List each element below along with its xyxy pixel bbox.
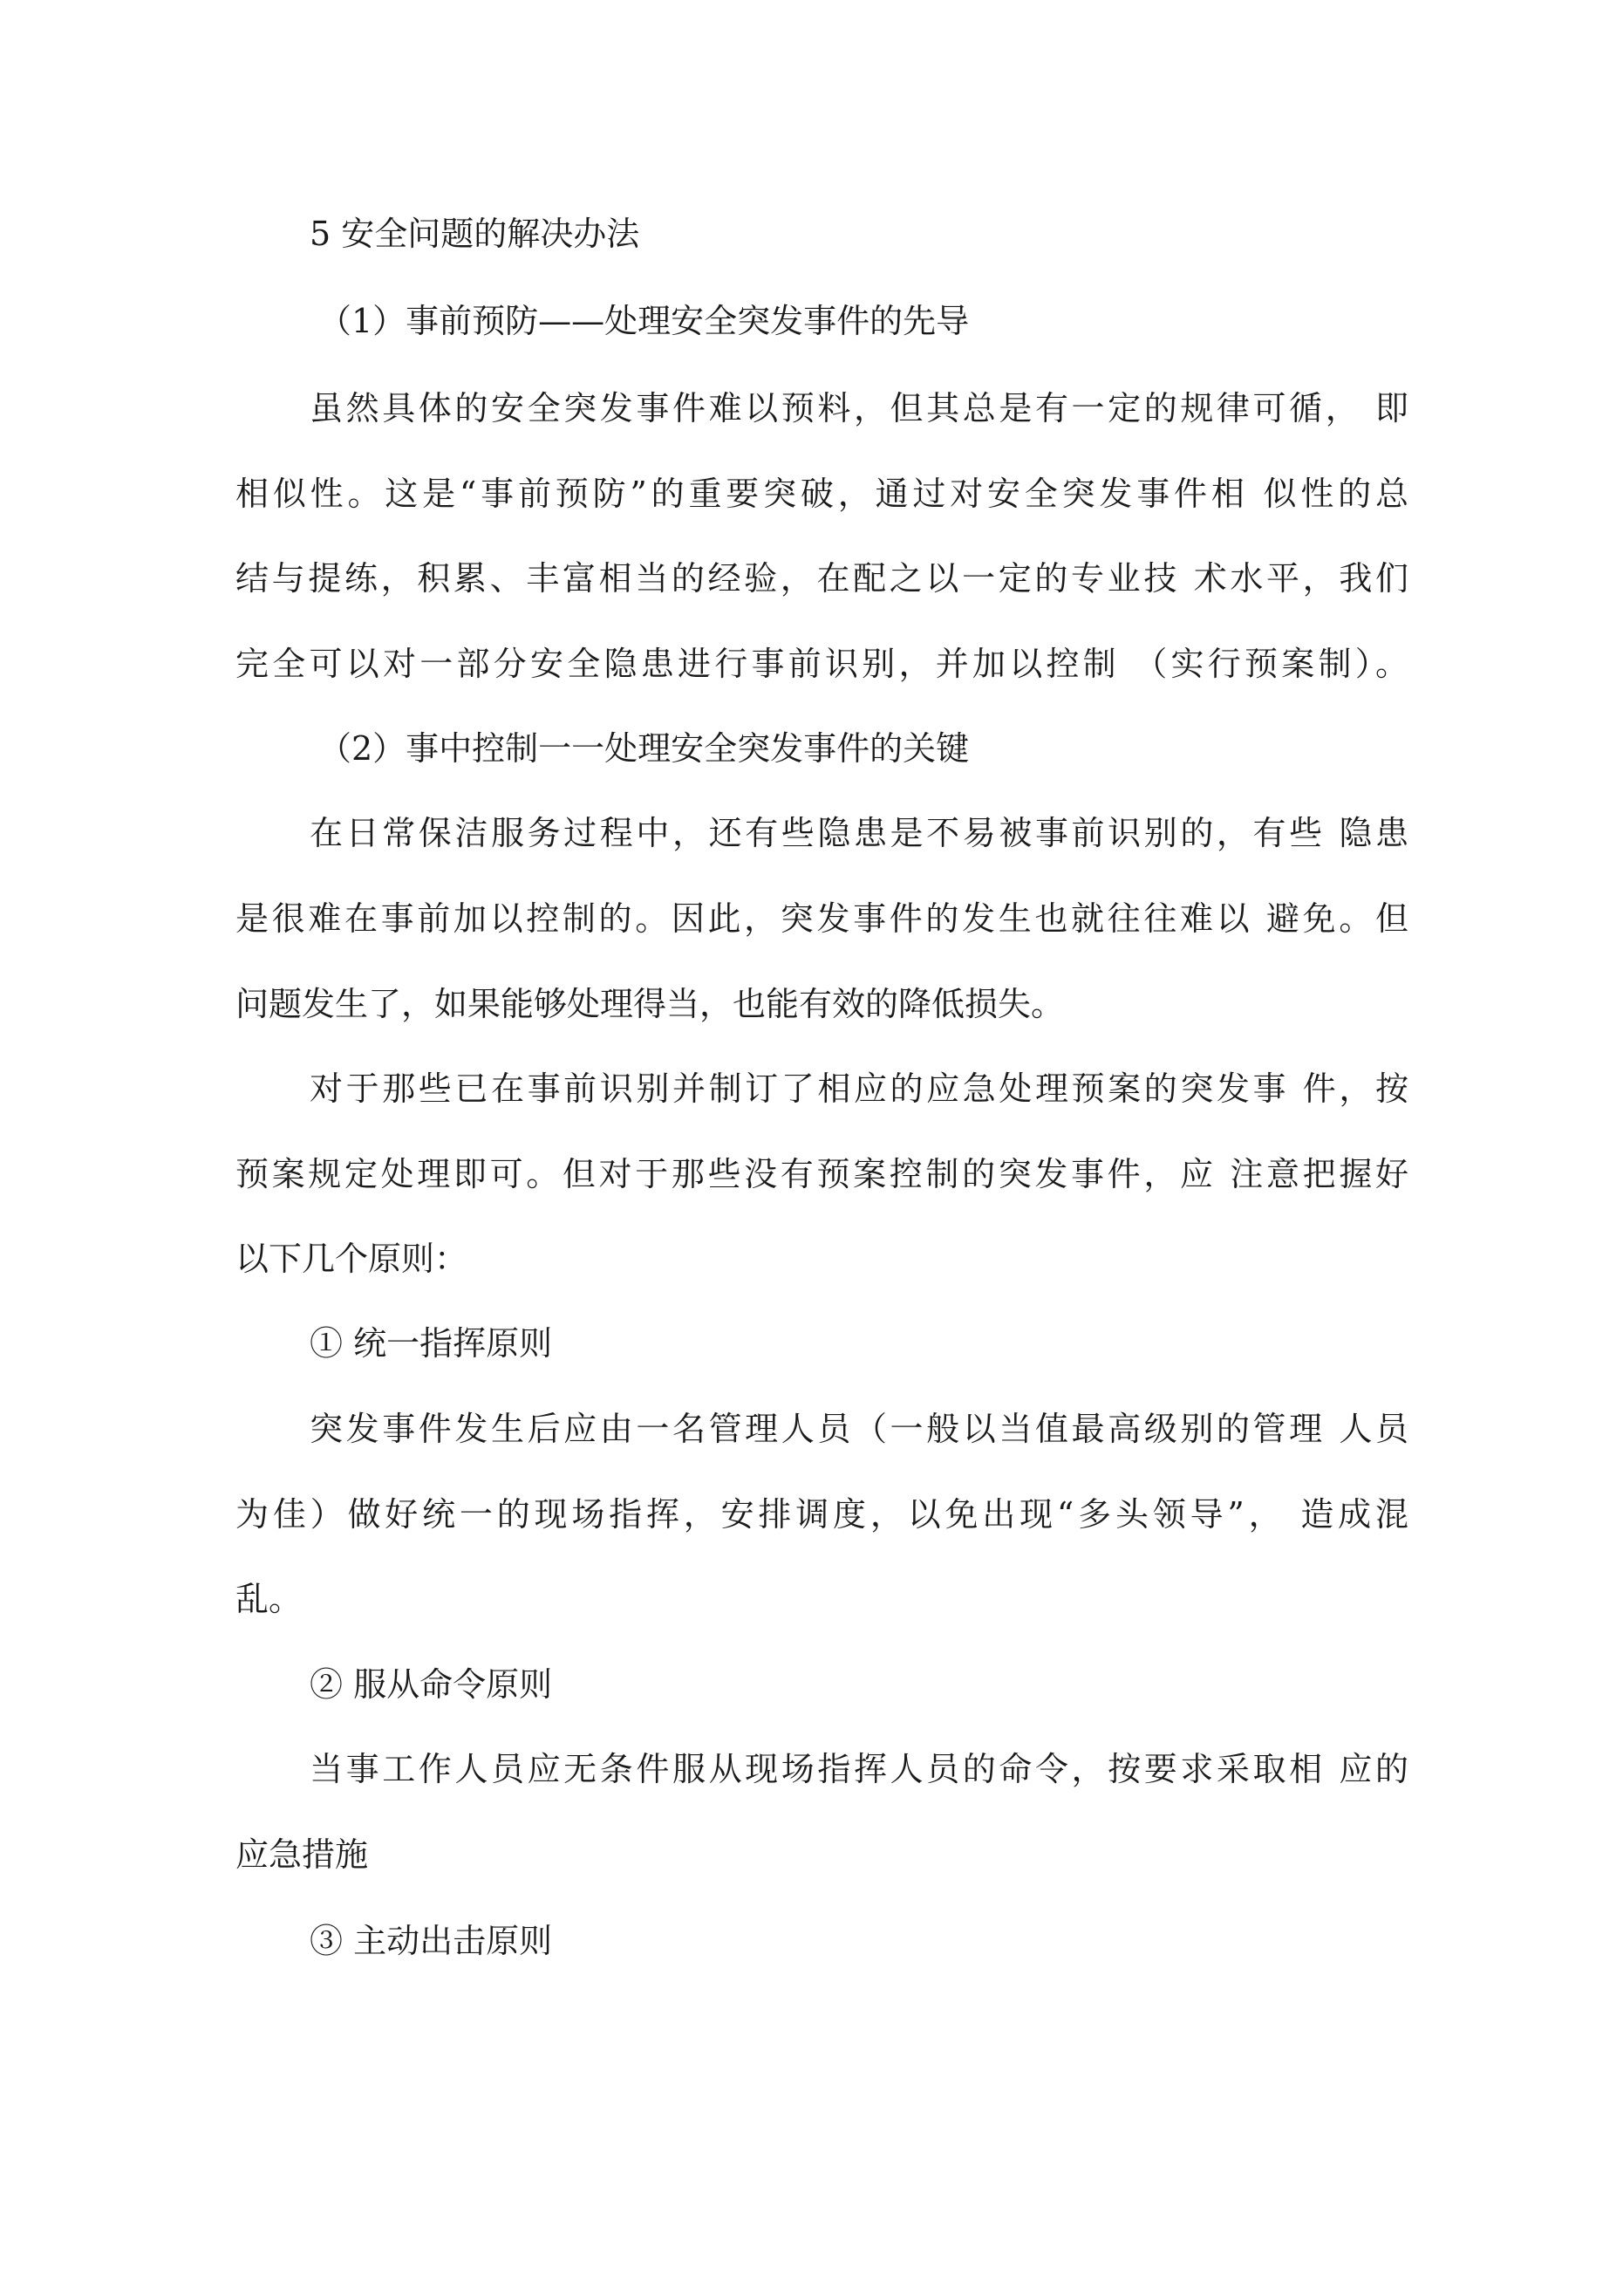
paragraph-line: 应急措施 <box>235 1835 369 1874</box>
paragraph-line: 完全可以对一部分安全隐患进行事前识别，并加以控制 （实行预案制）。 <box>235 645 1408 683</box>
paragraph-line: 问题发生了，如果能够处理得当，也能有效的降低损失。 <box>235 985 1065 1023</box>
paragraph-line: 结与提练，积累、丰富相当的经验，在配之以一定的专业技 术水平，我们 <box>235 559 1408 598</box>
principle-heading: ① 统一指挥原则 <box>310 1324 553 1363</box>
paragraph-line: 以下几个原则： <box>235 1240 468 1278</box>
paragraph-line: 当事工作人员应无条件服从现场指挥人员的命令，按要求采取相 应的 <box>310 1750 1408 1788</box>
paragraph-line: 相似性。这是“事前预防”的重要突破，通过对安全突发事件相 似性的总 <box>235 475 1408 513</box>
subsection-heading: （2）事中控制一一处理安全突发事件的关键 <box>318 729 970 768</box>
paragraph-line: 是很难在事前加以控制的。因此，突发事件的发生也就往往难以 避免。但 <box>235 899 1408 938</box>
section-title: 5 安全问题的解决办法 <box>310 215 640 253</box>
paragraph-line: 为佳）做好统一的现场指挥，安排调度，以免出现“多头领导”， 造成混 <box>235 1495 1408 1534</box>
principle-heading: ② 服从命令原则 <box>310 1665 553 1704</box>
paragraph-line: 预案规定处理即可。但对于那些没有预案控制的突发事件，应 注意把握好 <box>235 1155 1408 1193</box>
subsection-heading: （1）事前预防——处理安全突发事件的先导 <box>318 302 970 340</box>
paragraph-line: 虽然具体的安全突发事件难以预料，但其总是有一定的规律可循， 即 <box>310 389 1408 427</box>
principle-heading: ③ 主动出击原则 <box>310 1922 553 1960</box>
paragraph-line: 乱。 <box>235 1580 303 1618</box>
paragraph-line: 在日常保洁服务过程中，还有些隐患是不易被事前识别的，有些 隐患 <box>310 814 1408 852</box>
paragraph-line: 对于那些已在事前识别并制订了相应的应急处理预案的突发事 件，按 <box>310 1069 1408 1108</box>
paragraph-line: 突发事件发生后应由一名管理人员（一般以当值最高级别的管理 人员 <box>310 1410 1408 1448</box>
